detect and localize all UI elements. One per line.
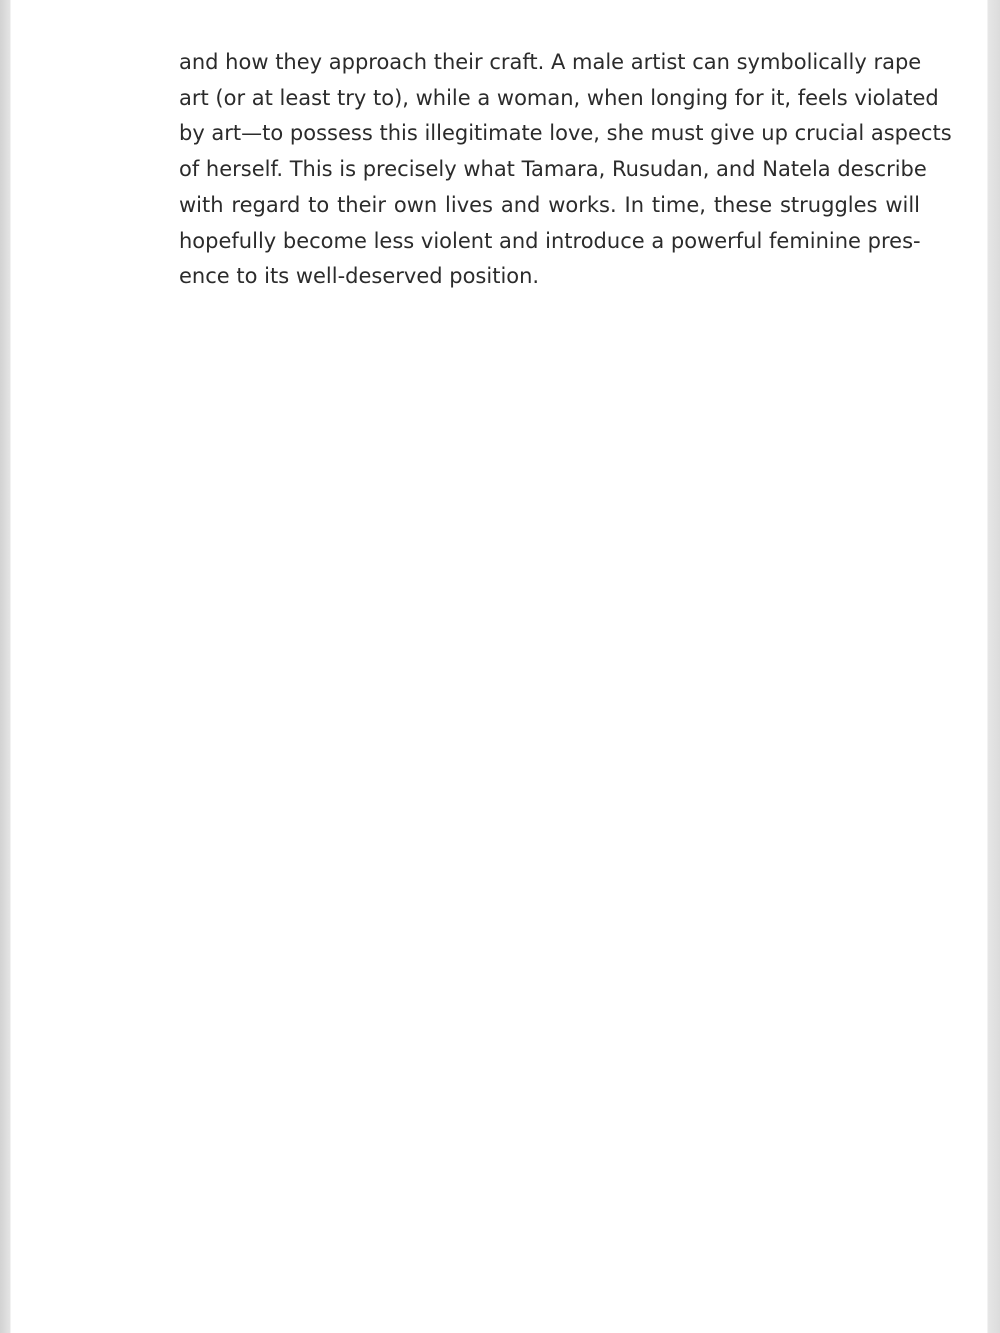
paragraph-line: and how they approach their craft. A male artist can symbolically rape (179, 50, 922, 74)
document-page[interactable] (11, 0, 987, 1333)
paragraph-line: ence to its well-deserved position. (179, 264, 540, 289)
paragraph-line: with regard to their own lives and works. In time, these struggles will (179, 192, 920, 217)
paragraph-line: art (or at least try to), while a woman, when longing for it, feels violated (179, 85, 939, 110)
body-paragraph (179, 45, 952, 295)
paragraph-line: by art—to possess this illegitimate love, she must give up crucial aspects (179, 121, 952, 146)
paragraph-line: of herself. This is precisely what Tamara, Rusudan, and Natela describe (179, 157, 927, 182)
paragraph-line: hopefully become less violent and introduce a powerful feminine pres- (179, 228, 921, 253)
